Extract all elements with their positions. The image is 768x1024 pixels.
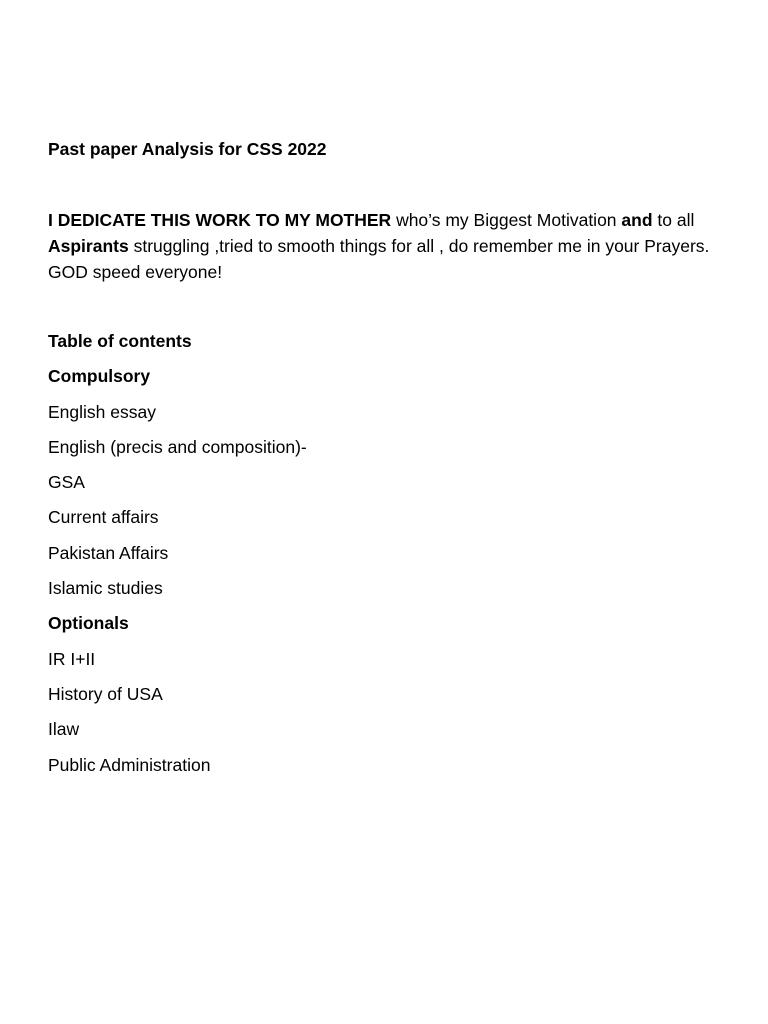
dedication-bold-mother: I DEDICATE THIS WORK TO MY MOTHER <box>48 210 392 230</box>
compulsory-heading: Compulsory <box>48 366 151 387</box>
toc-item-public-administration: Public Administration <box>48 754 211 775</box>
dedication-text-2: to all <box>652 210 695 230</box>
toc-item-gsa: GSA <box>48 472 85 493</box>
document-title: Past paper Analysis for CSS 2022 <box>48 139 327 159</box>
dedication-text-3: struggling ,tried to smooth things for all , do remember me in your Prayers. GOD speed everyone! <box>48 236 710 282</box>
table-of-contents <box>48 328 648 787</box>
toc-item-ir: IR I+II <box>48 648 96 669</box>
dedication-paragraph <box>48 207 738 285</box>
toc-item-pakistan-affairs: Pakistan Affairs <box>48 542 169 563</box>
optionals-heading: Optionals <box>48 613 129 634</box>
toc-item-current-affairs: Current affairs <box>48 507 159 528</box>
toc-heading: Table of contents <box>48 331 192 351</box>
dedication-text-1: who’s my Biggest Motivation <box>391 210 622 230</box>
dedication-bold-aspirants: Aspirants <box>48 236 129 256</box>
dedication-bold-and: and <box>621 210 653 230</box>
toc-item-english-essay: English essay <box>48 401 156 422</box>
toc-item-english-precis: English (precis and composition)- <box>48 436 307 457</box>
toc-item-islamic-studies: Islamic studies <box>48 578 163 599</box>
toc-item-history-usa: History of USA <box>48 683 163 704</box>
toc-item-ilaw: Ilaw <box>48 719 80 740</box>
